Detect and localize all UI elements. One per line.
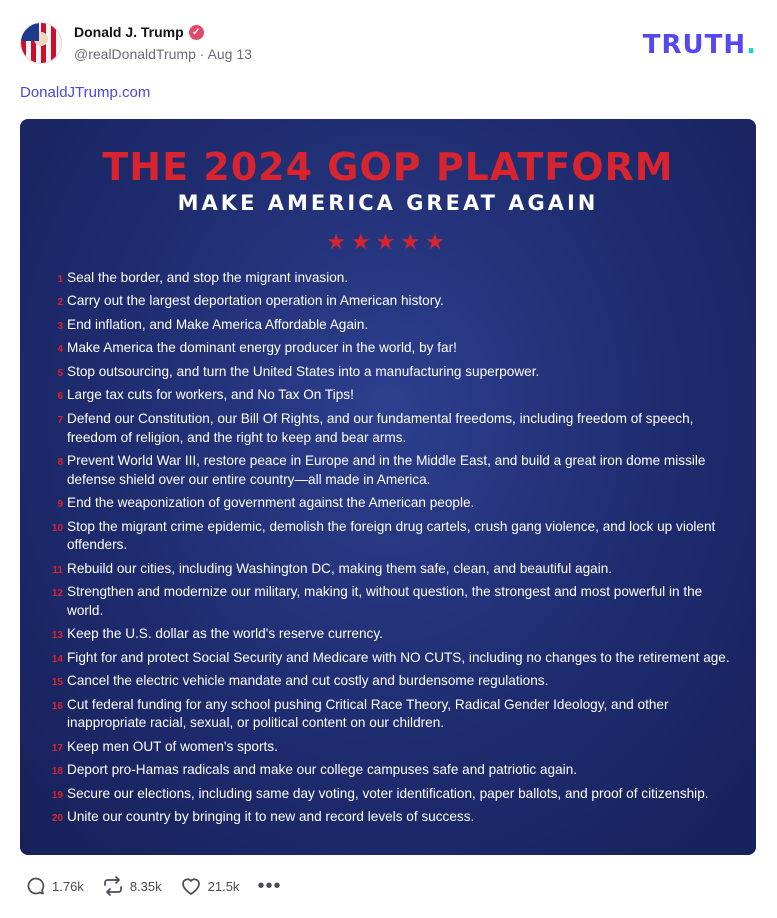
platform-item <box>46 292 732 311</box>
platform-item-number: 13 <box>51 630 63 642</box>
platform-item-number: 14 <box>51 653 63 665</box>
platform-item-text: Cut federal funding for any school pushing Critical Race Theory, Radical Gender Ideology, and other inappropriate racial, sexual, or political content on our children. <box>67 696 669 731</box>
platform-item-text: End the weaponization of government against the American people. <box>67 495 475 511</box>
platform-item-number: 7 <box>57 414 63 426</box>
platform-item-text: Seal the border, and stop the migrant invasion. <box>67 270 349 285</box>
author-name-row <box>74 24 204 40</box>
stars-row: ★★★★★ <box>326 229 450 254</box>
platform-item <box>46 452 732 489</box>
platform-item-number: 9 <box>57 499 63 511</box>
platform-item <box>46 269 732 288</box>
card-title: THE 2024 GOP PLATFORM <box>102 145 674 189</box>
platform-item-number: 12 <box>51 588 63 600</box>
card-subtitle: MAKE AMERICA GREAT AGAIN <box>177 191 599 215</box>
platform-item <box>46 316 732 335</box>
platform-item-number: 4 <box>57 344 63 356</box>
platform-item-number: 1 <box>57 274 63 285</box>
action-bar <box>26 876 281 896</box>
author-meta <box>74 46 252 62</box>
platform-item-text: Stop outsourcing, and turn the United States into a manufacturing superpower. <box>67 363 540 379</box>
platform-item <box>46 386 732 405</box>
retruth-button[interactable] <box>102 876 162 896</box>
platform-item-text: Cancel the electric vehicle mandate and cut costly and burdensome regulations. <box>67 673 549 689</box>
platform-item-number: 8 <box>57 456 63 468</box>
logo-dot: . <box>746 30 757 60</box>
platform-list <box>46 269 732 832</box>
retruth-count: 8.35k <box>129 878 162 894</box>
author-name[interactable]: Donald J. Trump <box>74 24 184 40</box>
meta-separator: · <box>195 46 208 62</box>
platform-item-text: Keep men OUT of women's sports. <box>67 738 278 754</box>
truth-logo[interactable] <box>643 30 757 60</box>
reply-button[interactable] <box>26 876 84 896</box>
platform-item-text: Prevent World War III, restore peace in Europe and in the Middle East, and build a great iron dome missile defense shield over our entire country—all made in America. <box>67 452 706 487</box>
retruth-icon <box>102 876 124 896</box>
platform-item-number: 2 <box>57 297 63 309</box>
platform-item-number: 20 <box>51 813 63 825</box>
platform-item <box>46 494 732 513</box>
platform-item <box>46 672 732 691</box>
platform-item-text: Large tax cuts for workers, and No Tax On Tips! <box>67 387 354 403</box>
like-count: 21.5k <box>207 878 240 894</box>
platform-item-text: Make America the dominant energy producer in the world, by far! <box>67 340 457 356</box>
platform-item <box>46 649 732 668</box>
platform-item-number: 16 <box>51 700 63 712</box>
logo-text: TRUTH <box>642 30 747 60</box>
platform-item-text: Strengthen and modernize our military, making it, without question, the strongest and most powerful in the world. <box>67 584 703 618</box>
post-image-card[interactable] <box>20 119 756 855</box>
platform-item <box>46 363 732 382</box>
avatar[interactable] <box>20 22 62 64</box>
platform-item-text: Defend our Constitution, our Bill Of Rights, and our fundamental freedoms, including freedom of speech, freedom of religion, and the right to keep and bear arms. <box>67 410 694 445</box>
platform-item-text: End inflation, and Make America Affordable Again. <box>67 316 369 332</box>
platform-item <box>46 410 732 447</box>
author-handle[interactable]: @realDonaldTrump <box>74 46 196 62</box>
platform-item-number: 3 <box>57 320 63 332</box>
platform-item-number: 19 <box>51 789 63 801</box>
platform-item-number: 18 <box>51 766 63 778</box>
like-button[interactable] <box>180 876 240 896</box>
platform-item <box>46 696 732 733</box>
platform-item <box>46 625 732 644</box>
platform-item-number: 11 <box>52 564 63 576</box>
platform-item <box>46 785 732 804</box>
platform-item-text: Stop the migrant crime epidemic, demolish the foreign drug cartels, crush gang violence, and lock up violent offenders. <box>67 518 716 553</box>
platform-item-text: Keep the U.S. dollar as the world's reserve currency. <box>67 626 383 642</box>
platform-item-text: Carry out the largest deportation operation in American history. <box>67 293 444 309</box>
platform-item-number: 17 <box>51 742 63 754</box>
platform-item <box>46 738 732 757</box>
post-header <box>20 20 757 68</box>
platform-item <box>46 761 732 780</box>
platform-item-number: 10 <box>51 522 63 534</box>
platform-item-text: Secure our elections, including same day voting, voter identification, paper ballots, and proof of citizenship. <box>67 785 709 801</box>
verified-badge-icon: ✓ <box>189 25 204 40</box>
post-link[interactable]: DonaldJTrump.com <box>20 84 151 101</box>
platform-item <box>46 583 732 620</box>
platform-item-number: 5 <box>57 367 63 379</box>
more-icon[interactable]: ••• <box>257 875 282 897</box>
heart-icon <box>180 876 202 896</box>
platform-item <box>46 518 732 555</box>
reply-count: 1.76k <box>52 878 84 894</box>
platform-item-text: Rebuild our cities, including Washington DC, making them safe, clean, and beautiful again. <box>67 560 613 576</box>
comment-icon <box>26 876 46 896</box>
platform-item-text: Unite our country by bringing it to new and record levels of success. <box>67 809 475 825</box>
platform-item-number: 15 <box>51 677 63 689</box>
platform-item <box>46 339 732 358</box>
post-date[interactable]: Aug 13 <box>207 46 252 62</box>
platform-item <box>46 560 732 579</box>
platform-item-text: Deport pro-Hamas radicals and make our college campuses safe and patriotic again. <box>67 762 578 778</box>
platform-item <box>46 808 732 827</box>
platform-item-number: 6 <box>57 391 63 403</box>
platform-item-text: Fight for and protect Social Security and Medicare with NO CUTS, including no changes to the retirement age. <box>67 649 730 665</box>
